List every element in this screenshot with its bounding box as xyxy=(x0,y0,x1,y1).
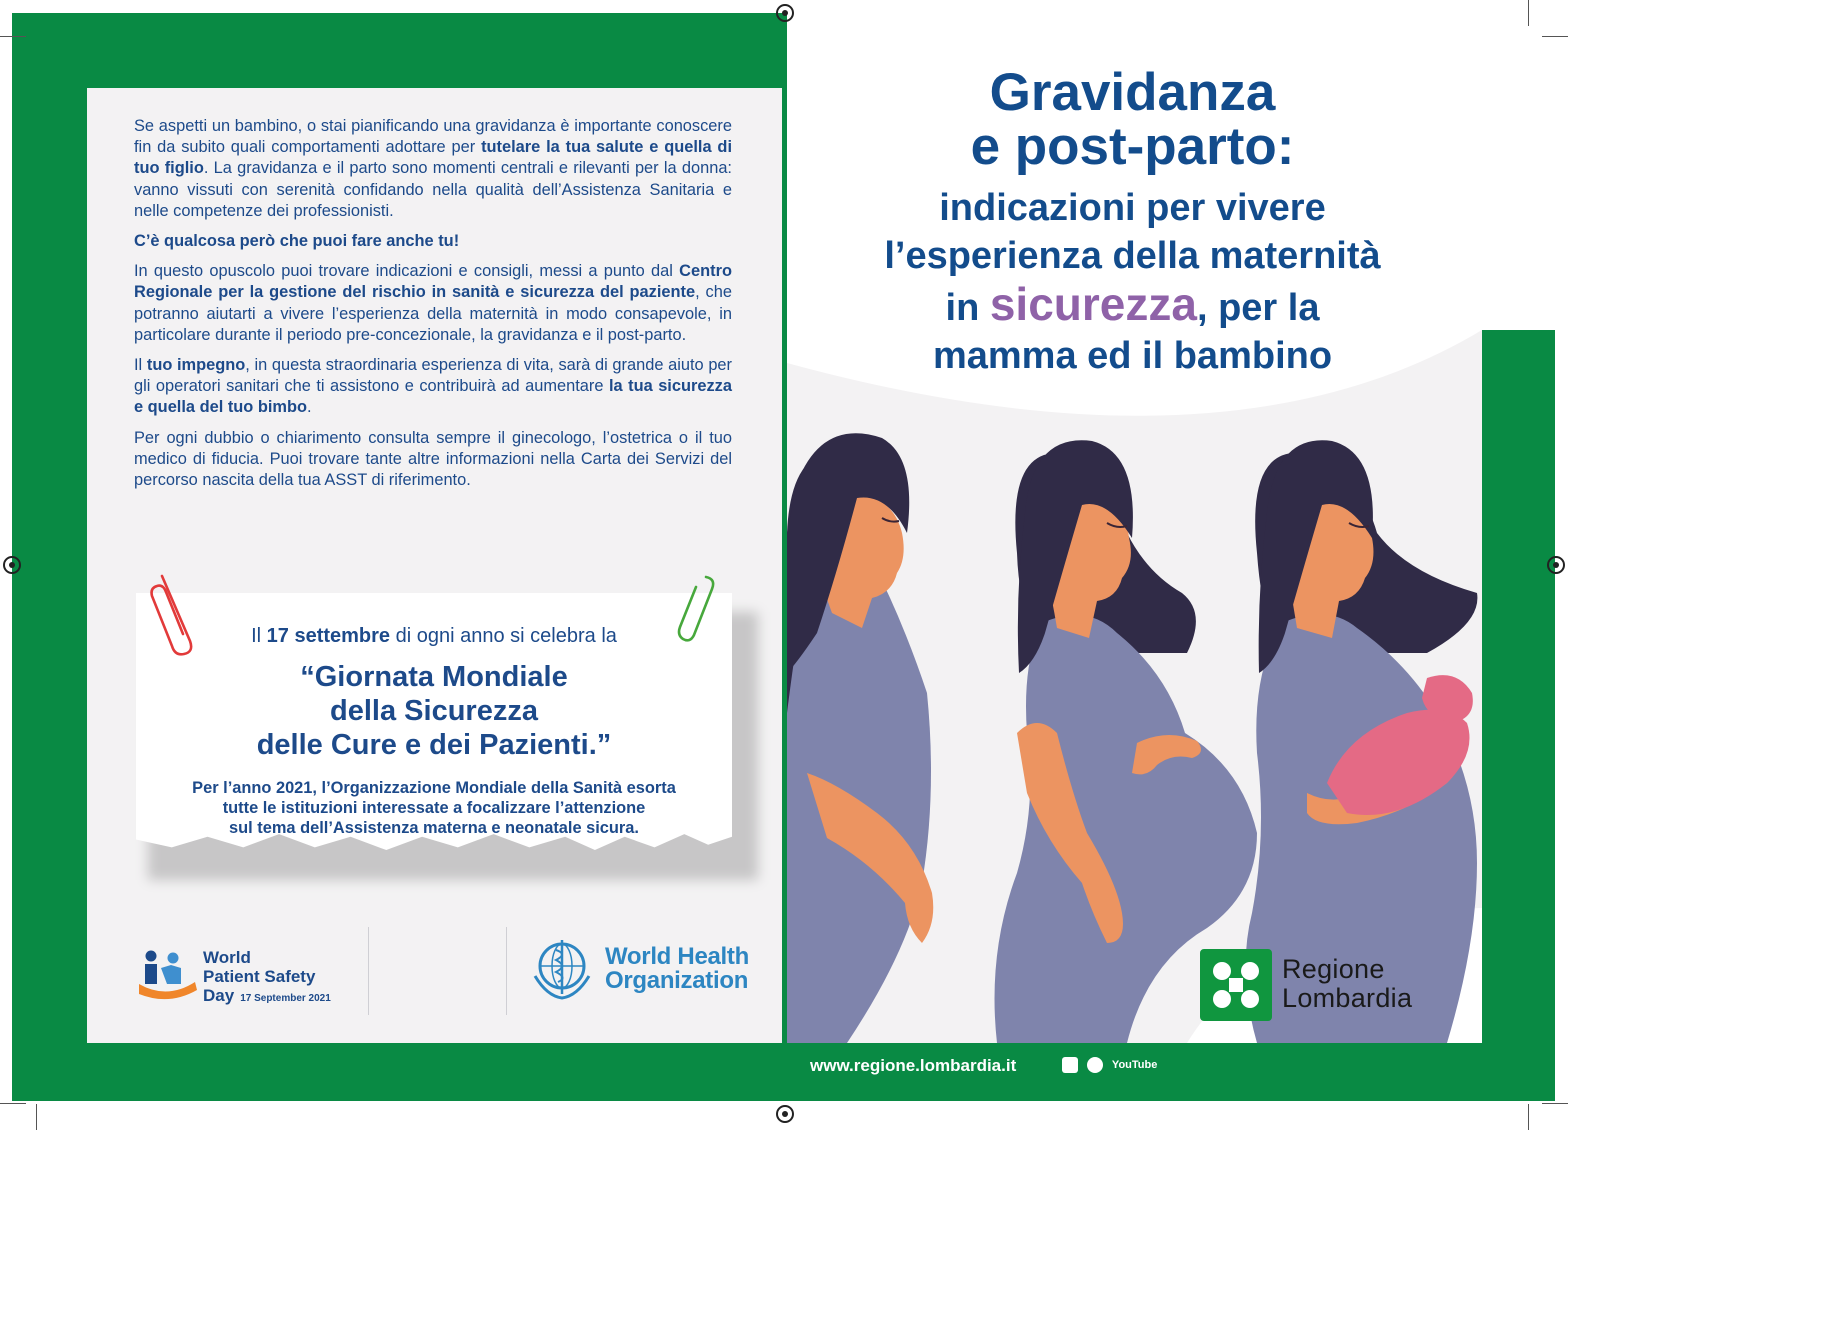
logo-divider xyxy=(368,927,369,1015)
woman-1-figure xyxy=(787,433,933,1043)
logo-divider xyxy=(506,927,507,1015)
world-patient-safety-day-text: World Patient Safety Day 17 September 2021 xyxy=(203,948,331,1005)
brochure-title: Gravidanza e post-parto: indicazioni per vivere l’esperienza della maternità in sicurezza, per la mamma ed il bambino xyxy=(884,63,1381,377)
crop-mark xyxy=(0,36,26,37)
facebook-icon[interactable] xyxy=(1062,1057,1078,1073)
regione-lombardia-logo-icon xyxy=(1200,949,1272,1021)
intro-paragraph-2: C’è qualcosa però che puoi fare anche tu! xyxy=(134,232,460,251)
crop-mark xyxy=(1528,1104,1529,1130)
note-title: “Giornata Mondiale della Sicurezza delle Cure e dei Pazienti.” xyxy=(256,661,612,761)
intro-text xyxy=(134,116,732,500)
note-body: Per l’anno 2021, l’Organizzazione Mondiale della Sanità esorta tutte le istituzioni interessate a focalizzare l’attenzione sul tema dell’Assistenza materna e neonatale sicura. xyxy=(192,779,676,837)
green-frame-right xyxy=(1482,330,1555,1101)
woman-3-figure xyxy=(1246,440,1478,1043)
intro-paragraph-3: In questo opuscolo puoi trovare indicazioni e consigli, messi a punto dal Centro Regionale per la gestione del rischio in sanità e sicurezza del paziente, che potranno aiutarti a vivere l’esperienza della maternità in modo consapevole, in particolare durante il periodo pre-concezionale, la gravidanza e il post-parto. xyxy=(134,262,732,344)
intro-paragraph-4: Il tuo impegno, in questa straordinaria esperienza di vita, sarà di grande aiuto per gli operatori sanitari che ti assistono e contribuirà ad aumentare la tua sicurezza e quella del tuo bimbo. xyxy=(134,356,733,417)
registration-mark-icon xyxy=(776,1105,794,1123)
youtube-icon[interactable]: YouTube xyxy=(1111,1058,1158,1071)
twitter-icon[interactable] xyxy=(1087,1057,1103,1073)
registration-mark-icon xyxy=(3,556,21,574)
crop-mark xyxy=(0,1103,26,1104)
intro-paragraph-5: Per ogni dubbio o chiarimento consulta sempre il ginecologo, l’ostetrica o il tuo medico di fiducia. Puoi trovare tante altre informazioni nella Carta dei Servizi del percorso nascita della tua ASST di riferimento. xyxy=(134,428,732,490)
social-links xyxy=(1062,1057,1157,1073)
who-text: World Health Organization xyxy=(605,943,749,994)
who-emblem-icon xyxy=(527,936,597,1002)
intro-paragraph-1: Se aspetti un bambino, o stai pianificando una gravidanza è importante conoscere fin da subito quali comportamenti adottare per tutelare la tua salute e quella di tuo figlio. La gravidanza e il parto sono momenti centrali e rilevanti per la donna: vanno vissuti con serenità confidando nella qualità dell’Assistenza Sanitaria e nelle competenze dei professionisti. xyxy=(134,117,733,220)
website-url[interactable]: www.regione.lombardia.it xyxy=(810,1056,1017,1075)
crop-mark xyxy=(1542,36,1568,37)
registration-mark-icon xyxy=(1547,556,1565,574)
note-date-line: Il 17 settembre di ogni anno si celebra la xyxy=(251,625,617,647)
regione-lombardia-text: Regione Lombardia xyxy=(1282,954,1413,1013)
crop-mark xyxy=(1528,0,1529,26)
crop-mark xyxy=(1542,1103,1568,1104)
registration-mark-icon xyxy=(776,4,794,22)
crop-mark xyxy=(36,1104,37,1130)
